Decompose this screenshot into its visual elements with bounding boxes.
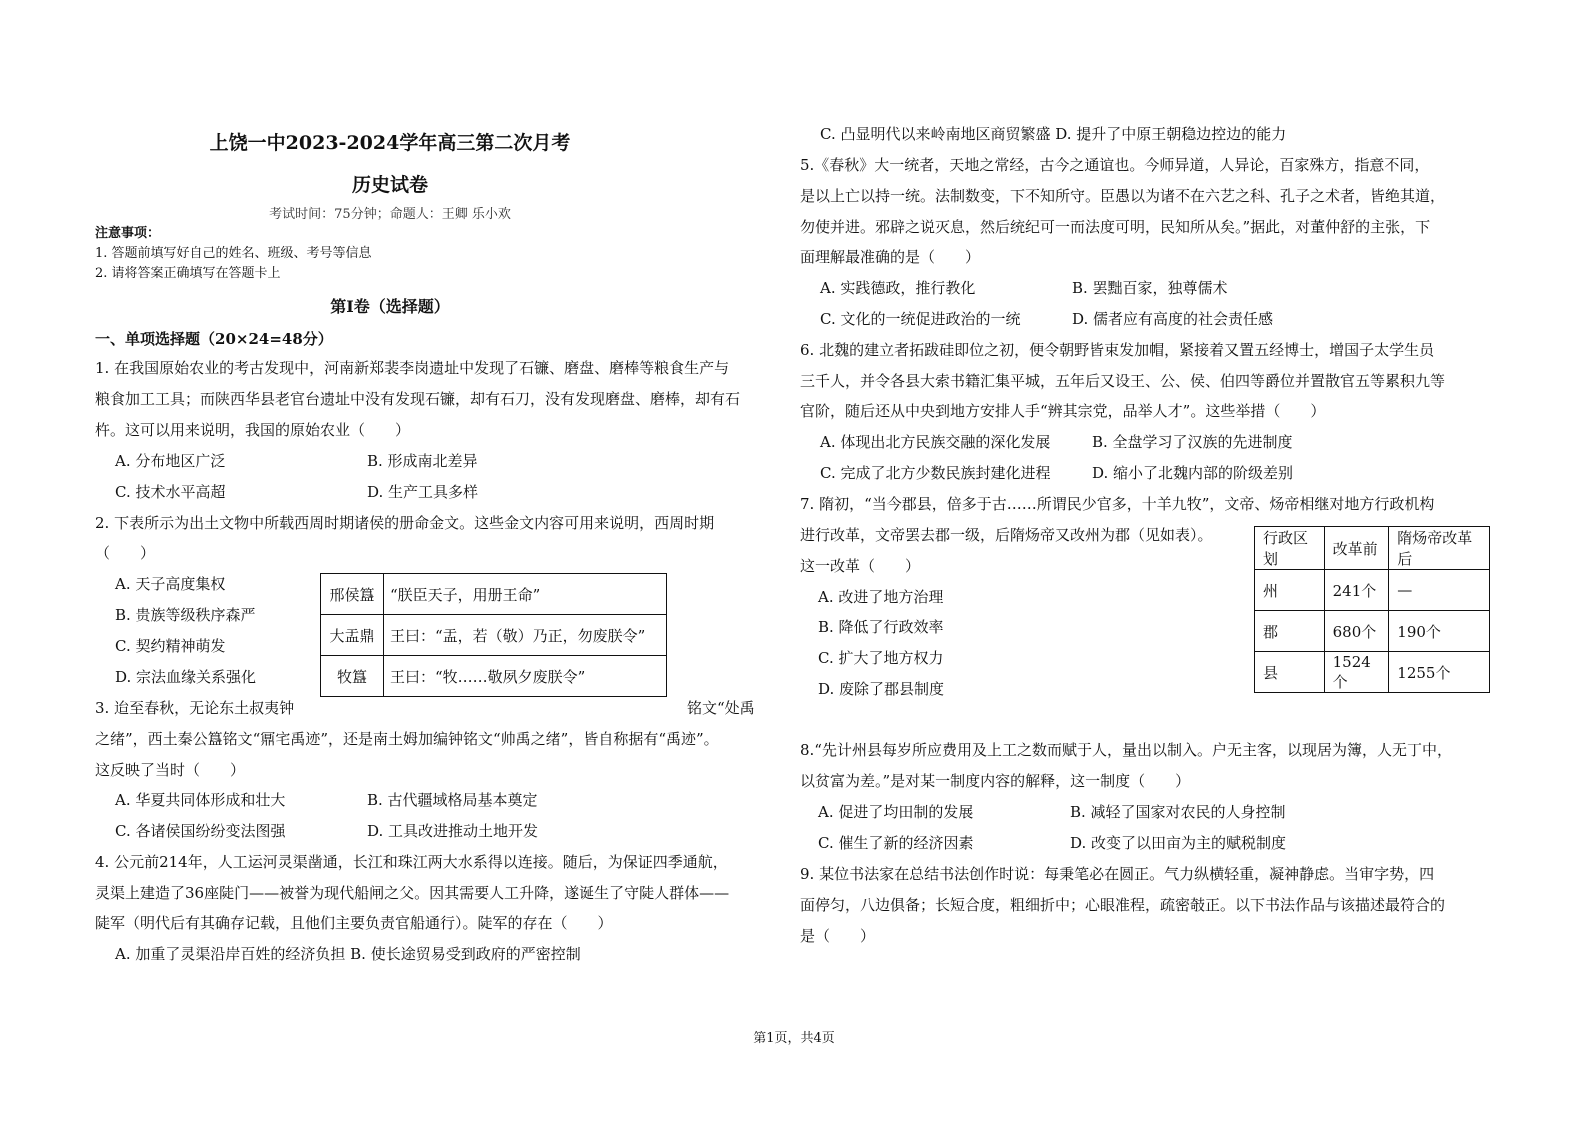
q1-text-line: 杵。这可以用来说明，我国的原始农业（ ） bbox=[95, 421, 411, 439]
notice-item: 2. 请将答案正确填写在答题卡上 bbox=[95, 266, 281, 281]
table-cell: 州 bbox=[1255, 570, 1325, 611]
q5-option-a[interactable]: A. 实践德政，推行教化 bbox=[820, 279, 976, 297]
q1-option-d[interactable]: D. 生产工具多样 bbox=[367, 483, 479, 501]
table-header-cell: 隋炀帝改革后 bbox=[1389, 527, 1490, 570]
exam-subtitle: 历史试卷 bbox=[351, 174, 428, 196]
table-row bbox=[321, 656, 667, 697]
table-header-row bbox=[1255, 527, 1490, 570]
q2-option-d[interactable]: D. 宗法血缘关系强化 bbox=[115, 668, 257, 686]
q3-option-d[interactable]: D. 工具改进推动土地开发 bbox=[367, 822, 539, 840]
q1-text-line: 粮食加工工具；而陕西华县老官台遗址中没有发现石镰，却有石刀，没有发现磨盘、磨棒，却有石 bbox=[95, 390, 741, 408]
table-cell: — bbox=[1389, 570, 1490, 611]
q3-text-line: 3. 迨至春秋，无论东土叔夷钟 bbox=[95, 699, 295, 717]
table-cell: 680个 bbox=[1324, 611, 1389, 652]
q7-text-line: 这一改革（ ） bbox=[800, 557, 921, 575]
q5-option-c[interactable]: C. 文化的一统促进政治的一统 bbox=[820, 310, 1021, 328]
table-cell: 241个 bbox=[1324, 570, 1389, 611]
page-number: 第1页，共4页 bbox=[753, 1031, 835, 1046]
q3-option-b[interactable]: B. 古代疆域格局基本奠定 bbox=[367, 791, 538, 809]
table-cell: 县 bbox=[1255, 652, 1325, 693]
q2-option-b[interactable]: B. 贵族等级秩序森严 bbox=[115, 606, 256, 624]
q2-option-c[interactable]: C. 契约精神萌发 bbox=[115, 637, 226, 655]
q8-option-b[interactable]: B. 减轻了国家对农民的人身控制 bbox=[1070, 803, 1286, 821]
exam-meta: 考试时间：75分钟；命题人：王卿 乐小欢 bbox=[269, 207, 511, 222]
bronze-inscription-table bbox=[320, 573, 667, 697]
q5-option-d[interactable]: D. 儒者应有高度的社会责任感 bbox=[1072, 310, 1274, 328]
q5-option-b[interactable]: B. 罢黜百家，独尊儒术 bbox=[1072, 279, 1228, 297]
section-subtitle: 一、单项选择题（20×24=48分） bbox=[95, 330, 333, 348]
table-cell: 牧簋 bbox=[321, 656, 384, 697]
q9-text-line: 9. 某位书法家在总结书法创作时说：每秉笔必在圆正。气力纵横轻重，凝神静虑。当审字势，四 bbox=[800, 865, 1435, 883]
q4-option-cd[interactable]: C. 凸显明代以来岭南地区商贸繁盛 D. 提升了中原王朝稳边控边的能力 bbox=[820, 125, 1287, 143]
q3-text-line: 之绪”，西土秦公簋铭文“鼏宅禹迹”，还是南土姆加编钟铭文“帅禹之绪”，皆自称据有“禹迹”。 bbox=[95, 730, 719, 748]
q2-option-a[interactable]: A. 天子高度集权 bbox=[115, 575, 226, 593]
q1-option-c[interactable]: C. 技术水平高超 bbox=[115, 483, 226, 501]
q5-text-line: 是以上亡以持一统。法制数变，下不知所守。臣愚以为诸不在六艺之科、孔子之术者，皆绝其道， bbox=[800, 187, 1446, 205]
q8-option-c[interactable]: C. 催生了新的经济因素 bbox=[818, 834, 974, 852]
q8-text-line: 以贫富为差。”是对某一制度内容的解释，这一制度（ ） bbox=[800, 772, 1191, 790]
q7-option-a[interactable]: A. 改进了地方治理 bbox=[818, 588, 944, 606]
q1-option-a[interactable]: A. 分布地区广泛 bbox=[115, 452, 226, 470]
q7-option-d[interactable]: D. 废除了郡县制度 bbox=[818, 680, 945, 698]
q3-option-a[interactable]: A. 华夏共同体形成和壮大 bbox=[115, 791, 286, 809]
q4-text-line: 陡军（明代后有其确存记载，且他们主要负责官船通行）。陡军的存在（ ） bbox=[95, 914, 613, 932]
q6-option-c[interactable]: C. 完成了北方少数民族封建化进程 bbox=[820, 464, 1051, 482]
q8-text-line: 8.“先计州县每岁所应费用及上工之数而赋于人，量出以制入。户无主客，以现居为簿，人无丁中， bbox=[800, 741, 1452, 759]
q2-text-line: 2. 下表所示为出土文物中所载西周时期诸侯的册命金文。这些金文内容可用来说明，西周时期 bbox=[95, 514, 715, 532]
q6-option-a[interactable]: A. 体现出北方民族交融的深化发展 bbox=[820, 433, 1051, 451]
q2-text-line: （ ） bbox=[95, 544, 156, 562]
q5-text-line: 勿使并进。邪辟之说灭息，然后统纪可一而法度可明，民知所从矣。”据此，对董仲舒的主张，下 bbox=[800, 218, 1431, 236]
q7-text-line: 7. 隋初，“当今郡县，倍多于古……所谓民少官多，十羊九牧”，文帝、炀帝相继对地方行政机构 bbox=[800, 495, 1435, 513]
q3-text-line: 铭文“处禹 bbox=[687, 699, 755, 717]
q8-option-a[interactable]: A. 促进了均田制的发展 bbox=[818, 803, 974, 821]
section-title: 第Ⅰ卷（选择题） bbox=[330, 297, 450, 316]
q5-text-line: 5.《春秋》大一统者，天地之常经，古今之通谊也。今师异道，人异论，百家殊方，指意不同， bbox=[800, 156, 1430, 174]
q7-option-b[interactable]: B. 降低了行政效率 bbox=[818, 618, 944, 636]
table-cell: 邢侯簋 bbox=[321, 574, 384, 615]
table-cell: 王曰：“牧……敬夙夕废朕令” bbox=[384, 656, 667, 697]
q6-option-b[interactable]: B. 全盘学习了汉族的先进制度 bbox=[1092, 433, 1293, 451]
q8-option-d[interactable]: D. 改变了以田亩为主的赋税制度 bbox=[1070, 834, 1287, 852]
q6-text-line: 三千人，并令各县大索书籍汇集平城，五年后又设王、公、侯、伯四等爵位并置散官五等累积九等 bbox=[800, 372, 1446, 390]
table-cell: 1255个 bbox=[1389, 652, 1490, 693]
q4-text-line: 4. 公元前214年，人工运河灵渠凿通，长江和珠江两大水系得以连接。随后，为保证四季通航， bbox=[95, 853, 728, 871]
q3-option-c[interactable]: C. 各诸侯国纷纷变法图强 bbox=[115, 822, 286, 840]
q4-text-line: 灵渠上建造了36座陡门——被誉为现代船闸之父。因其需要人工升降，遂诞生了守陡人群体—— bbox=[95, 884, 730, 902]
table-row bbox=[1255, 570, 1490, 611]
table-cell: 190个 bbox=[1389, 611, 1490, 652]
table-cell: 1524个 bbox=[1324, 652, 1389, 693]
admin-division-table bbox=[1254, 526, 1490, 693]
q6-text-line: 6. 北魏的建立者拓跋硅即位之初，便令朝野皆束发加帽，紧接着又置五经博士，增国子太学生员 bbox=[800, 341, 1435, 359]
q7-option-c[interactable]: C. 扩大了地方权力 bbox=[818, 649, 944, 667]
table-cell: 大盂鼎 bbox=[321, 615, 384, 656]
q7-text-line: 进行改革，文帝罢去郡一级，后隋炀帝又改州为郡（见如表）。 bbox=[800, 526, 1213, 544]
notice-heading: 注意事项： bbox=[95, 226, 161, 241]
table-header-cell: 改革前 bbox=[1324, 527, 1389, 570]
q4-option-ab[interactable]: A. 加重了灵渠沿岸百姓的经济负担 B. 使长途贸易受到政府的严密控制 bbox=[115, 945, 581, 963]
table-row bbox=[1255, 611, 1490, 652]
q1-text-line: 1. 在我国原始农业的考古发现中，河南新郑裴李岗遗址中发现了石镰、磨盘、磨棒等粮食生产与 bbox=[95, 359, 730, 377]
q9-text-line: 是（ ） bbox=[800, 927, 876, 945]
q6-text-line: 官阶，随后还从中央到地方安排人手“辨其宗党，品举人才”。这些举措（ ） bbox=[800, 402, 1326, 420]
table-cell: “朕臣天子，用册王命” bbox=[384, 574, 667, 615]
q1-option-b[interactable]: B. 形成南北差异 bbox=[367, 452, 478, 470]
q6-option-d[interactable]: D. 缩小了北魏内部的阶级差别 bbox=[1092, 464, 1294, 482]
table-header-cell: 行政区划 bbox=[1255, 527, 1325, 570]
q3-text-line: 这反映了当时（ ） bbox=[95, 761, 246, 779]
exam-title: 上饶一中2023-2024学年高三第二次月考 bbox=[209, 132, 571, 154]
q5-text-line: 面理解最准确的是（ ） bbox=[800, 248, 981, 266]
notice-item: 1. 答题前填写好自己的姓名、班级、考号等信息 bbox=[95, 246, 372, 261]
table-cell: 郡 bbox=[1255, 611, 1325, 652]
q9-text-line: 面停匀，八边俱备；长短合度，粗细折中；心眼准程，疏密攲正。以下书法作品与该描述最符合的 bbox=[800, 896, 1446, 914]
table-row bbox=[321, 574, 667, 615]
table-row bbox=[321, 615, 667, 656]
table-row bbox=[1255, 652, 1490, 693]
table-cell: 王曰：“盂，若（敬）乃正，勿废朕令” bbox=[384, 615, 667, 656]
